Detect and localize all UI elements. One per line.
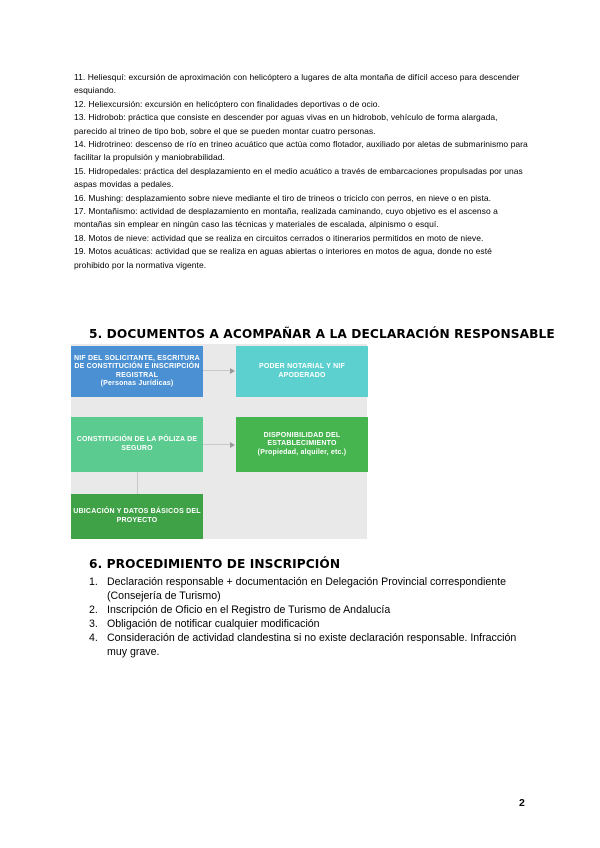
section-6-heading: 6. PROCEDIMIENTO DE INSCRIPCIÓN (89, 557, 341, 571)
box-text: NIF DEL SOLICITANTE, ESCRITURA DE CONSTITUCIÓN E INSCRIPCIÓN REGISTRAL (74, 355, 200, 379)
doc-box-disponibilidad (236, 417, 368, 472)
connector (137, 472, 138, 494)
documents-diagram (71, 344, 367, 539)
step-text: Obligación de notificar cualquier modificación (107, 618, 320, 630)
doc-box-ubicacion (71, 494, 203, 539)
box-subtext: (Personas Jurídicas) (100, 379, 174, 387)
page-number: 2 (519, 797, 525, 809)
list-item: 19. Motos acuáticas: actividad que se realiza en aguas abiertas o interiores en motos de agua, donde no esté prohibido por la normativa vigente. (74, 246, 492, 270)
arrow-icon (230, 442, 235, 448)
box-text: CONSTITUCIÓN DE LA PÓLIZA DE SEGURO (76, 436, 198, 452)
box-text: DISPONIBILIDAD DEL ESTABLECIMIENTO (263, 432, 341, 448)
list-item: 16. Mushing: desplazamiento sobre nieve mediante el tiro de trineos o triciclo con perros, en nieve o en pista. (74, 192, 492, 203)
list-item: 11. Heliesquí: excursión de aproximación con helicóptero a lugares de alta montaña de difícil acceso para descender esquiando. (74, 72, 520, 96)
box-text: UBICACIÓN Y DATOS BÁSICOS DEL PROYECTO (73, 508, 201, 524)
step-number: 3. (89, 618, 98, 630)
step-text: Declaración responsable + documentación en Delegación Provincial correspondiente (Consejería de Turismo) (107, 576, 506, 602)
box-text: PODER NOTARIAL Y NIF APODERADO (259, 363, 345, 379)
doc-box-nif-solicitante (71, 346, 203, 397)
connector (203, 370, 231, 371)
list-item (89, 631, 539, 659)
box-subtext: (Propiedad, alquiler, etc.) (257, 448, 347, 456)
section-5-heading: 5. DOCUMENTOS A ACOMPAÑAR A LA DECLARACIÓN RESPONSABLE (89, 327, 555, 341)
list-item (89, 617, 539, 631)
list-item: 17. Montañismo: actividad de desplazamiento en montaña, realizada caminando, cuyo objetivo es el ascenso a montañas sin emplear en ningún caso las técnicas y materiales de escalada, alpinismo o esquí. (74, 206, 498, 230)
list-item: 18. Motos de nieve: actividad que se realiza en circuitos cerrados o itinerarios permitidos en moto de nieve. (74, 232, 484, 243)
arrow-icon (230, 368, 235, 374)
activities-list (74, 71, 529, 272)
step-number: 2. (89, 604, 98, 616)
list-item: 12. Heliexcursión: excursión en helicóptero con finalidades deportivas o de ocio. (74, 98, 380, 109)
step-text: Consideración de actividad clandestina si no existe declaración responsable. Infracción muy grave. (107, 632, 517, 658)
list-item: 15. Hidropedales: práctica del desplazamiento en el medio acuático a través de embarcaciones propulsadas por unas aspas movidas a pedales. (74, 165, 523, 190)
list-item: 13. Hidrobob: práctica que consiste en descender por aguas vivas en un hidrobob, vehículo de forma alargada, parecido al trineo de tipo bob, sobre el que se pueden montar cuatro personas. (74, 112, 498, 136)
doc-box-poder-notarial (236, 346, 368, 397)
list-item (89, 603, 539, 617)
procedure-list (89, 575, 539, 659)
list-item (89, 575, 539, 603)
step-number: 4. (89, 632, 98, 644)
list-item: 14. Hidrotrineo: descenso de río en trineo acuático que actúa como flotador, auxiliado por aletas de submarinismo para facilitar la propulsión y maniobrabilidad. (74, 139, 528, 163)
step-text: Inscripción de Oficio en el Registro de Turismo de Andalucía (107, 604, 391, 616)
step-number: 1. (89, 576, 98, 588)
connector (203, 444, 231, 445)
doc-box-poliza-seguro (71, 417, 203, 472)
